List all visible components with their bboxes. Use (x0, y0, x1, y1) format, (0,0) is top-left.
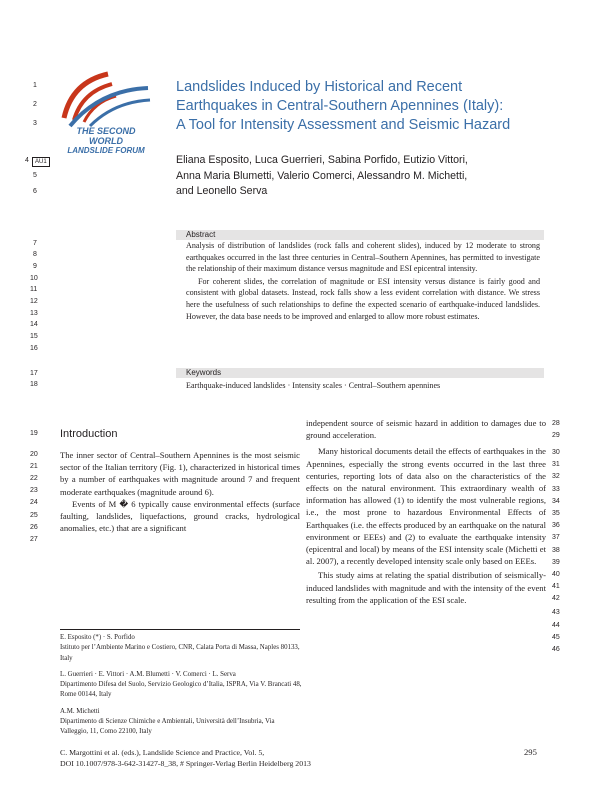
affiliation-2-names: L. Guerrieri · E. Vittori · A.M. Blumetti · V. Comerci · L. Serva (60, 670, 236, 678)
affiliation-divider (60, 629, 300, 630)
line-number: 23 (30, 487, 38, 494)
line-number: 24 (30, 499, 38, 506)
abstract-body (186, 240, 540, 322)
line-number: 11 (30, 286, 38, 293)
line-number: 45 (552, 634, 560, 641)
line-number: 26 (30, 524, 38, 531)
abstract-paragraph-1: Analysis of distribution of landslides (rock falls and coherent slides), induced by 12 moderate to strong earthquakes occurred in the last three centuries in Central–Southern Apennines, has permitted to investigate the relationship of their maximum distance versus magnitude and ESI epicentral intensity. (186, 241, 540, 274)
logo-line1: THE SECOND (76, 126, 136, 136)
line-number: 21 (30, 463, 38, 470)
author-list (176, 153, 536, 200)
line-number: 16 (30, 345, 38, 352)
title-line3: A Tool for Intensity Assessment and Seismic Hazard (176, 117, 511, 133)
affiliation-3-names: A.M. Michetti (60, 707, 100, 715)
line-number: 17 (30, 370, 38, 377)
abstract-paragraph-2: For coherent slides, the correlation of magnitude or ESI intensity versus distance is fairly good and consistent with global datasets. Instead, rock falls show a less evident correlation with distance. We stress here the usefulness of such relationships to define the expected scenario of earthquake-induced landslides. However, the data base needs to be improved and enlarged to allow more robust estimates. (186, 276, 540, 321)
line-number: 44 (552, 622, 560, 629)
line-number: 43 (552, 609, 560, 616)
intro-left-column (60, 449, 300, 534)
logo-line2: WORLD (89, 136, 123, 146)
affiliation-2 (60, 670, 302, 701)
logo-line3: LANDSLIDE FORUM (67, 146, 145, 155)
line-number: 29 (552, 432, 560, 439)
intro-paragraph-1: The inner sector of Central–Southern Apennines is the most seismic sector of the Italian territory (Fig. 1), characterized in historical times by a number of earthquakes with magnitude around 7 and frequent moderate earthquakes (magnitude around 6). (60, 450, 300, 497)
authors-line2: Anna Maria Blumetti, Valerio Comerci, Alessandro M. Michetti, (176, 169, 468, 182)
intro-paragraph-2: Events of M � 6 typically cause environmental effects (surface faulting, landslides, liquefactions, ground cracks, hydrological anomalies, etc.) that are a significant (60, 498, 300, 534)
line-number: 22 (30, 475, 38, 482)
line-number: 27 (30, 536, 38, 543)
affiliation-1-text: Istituto per l’Ambiente Marino e Costiero, CNR, Calata Porta di Massa, Naples 80133, Italy (60, 644, 300, 662)
title-line2: Earthquakes in Central-Southern Apennines (Italy): (176, 98, 504, 114)
keywords-box (176, 368, 544, 378)
affiliation-1 (60, 633, 302, 664)
line-number: 3 (33, 120, 37, 127)
authors-line3: and Leonello Serva (176, 185, 268, 197)
line-number: 6 (33, 188, 37, 195)
line-number: 32 (552, 473, 560, 480)
line-number: 40 (552, 571, 560, 578)
author-query-tag: AU1 (32, 157, 50, 167)
affiliation-2-text: Dipartimento Difesa del Suolo, Servizio Geologico d’Italia, ISPRA, Via V. Brancati 48, Rome 00144, Italy (60, 681, 302, 699)
line-number: 19 (30, 430, 38, 437)
line-number: 46 (552, 646, 560, 653)
line-number: 34 (552, 498, 560, 505)
line-number: 8 (33, 251, 37, 258)
line-number: 1 (33, 82, 37, 89)
line-number: 5 (33, 172, 37, 179)
affiliation-1-names: E. Esposito (*) · S. Porfido (60, 634, 135, 641)
footer-doi: DOI 10.1007/978-3-642-31427-8_38, # Springer-Verlag Berlin Heidelberg 2013 (60, 759, 311, 768)
authors-line1: Eliana Esposito, Luca Guerrieri, Sabina Porfido, Eutizio Vittori, (176, 154, 468, 166)
line-number: 31 (552, 461, 560, 468)
line-number: 30 (552, 449, 560, 456)
affiliation-3 (60, 707, 302, 738)
keywords-heading: Keywords (186, 368, 222, 377)
line-number: 13 (30, 310, 38, 317)
keywords-text: Earthquake-induced landslides · Intensity scales · Central–Southern apennines (186, 381, 441, 390)
intro-right-paragraph-1: independent source of seismic hazard in addition to damages due to ground acceleration. (306, 418, 546, 441)
introduction-heading: Introduction (60, 428, 118, 440)
page-footer (60, 747, 550, 769)
forum-logo (50, 68, 158, 168)
line-number: 4 (25, 157, 29, 164)
line-number: 35 (552, 510, 560, 517)
line-number: 14 (30, 321, 38, 328)
affiliations (60, 633, 302, 744)
line-number: 2 (33, 101, 37, 108)
line-number: 38 (552, 547, 560, 554)
line-number: 42 (552, 595, 560, 602)
intro-right-column (306, 417, 546, 606)
line-number: 20 (30, 451, 38, 458)
line-number: 12 (30, 298, 38, 305)
line-number: 18 (30, 381, 38, 388)
line-number: 37 (552, 534, 560, 541)
line-number: 28 (552, 420, 560, 427)
line-number: 39 (552, 559, 560, 566)
line-number: 9 (33, 263, 37, 270)
footer-citation: C. Margottini et al. (eds.), Landslide Science and Practice, Vol. 5, (60, 748, 265, 757)
line-number: 36 (552, 522, 560, 529)
line-number: 15 (30, 333, 38, 340)
paper-title (176, 78, 556, 135)
intro-right-paragraph-2: Many historical documents detail the effects of earthquakes in the Apennines, especially the strong events occurred in the last three centuries, reporting lots of data also on the characteristics of the effects on the natural environment. This extraordinary wealth of information has allowed (1) to identify the most vulnerable regions, i.e., the most prone to hazardous Environmental Effects of Earthquakes (i.e. the effects produced by an earthquake on the natural environment or EEEs) and (2) to evaluate the earthquake intensity (epicentral and local) by means of the ESI intensity scale (Michetti et al. 2007), a recently developed intensity scale only based on EEEs. (306, 446, 546, 567)
intro-right-paragraph-3: This study aims at relating the spatial distribution of seismically-induced landslides with magnitude and with the intensity of the event resulting from the application of the ESI scale. (306, 570, 546, 605)
line-number: 10 (30, 275, 38, 282)
abstract-heading: Abstract (186, 230, 216, 239)
logo-arcs-graphic (50, 68, 158, 128)
line-number: 41 (552, 583, 560, 590)
title-line1: Landslides Induced by Historical and Recent (176, 79, 463, 95)
line-number: 7 (33, 240, 37, 247)
abstract-box (176, 230, 544, 240)
line-number: 25 (30, 512, 38, 519)
affiliation-3-text: Dipartimento di Scienze Chimiche e Ambientali, Università dell’Insubria, Via Valleggio, 11, Como 22100, Italy (60, 718, 275, 736)
line-number: 33 (552, 486, 560, 493)
page-number: 295 (524, 747, 537, 757)
